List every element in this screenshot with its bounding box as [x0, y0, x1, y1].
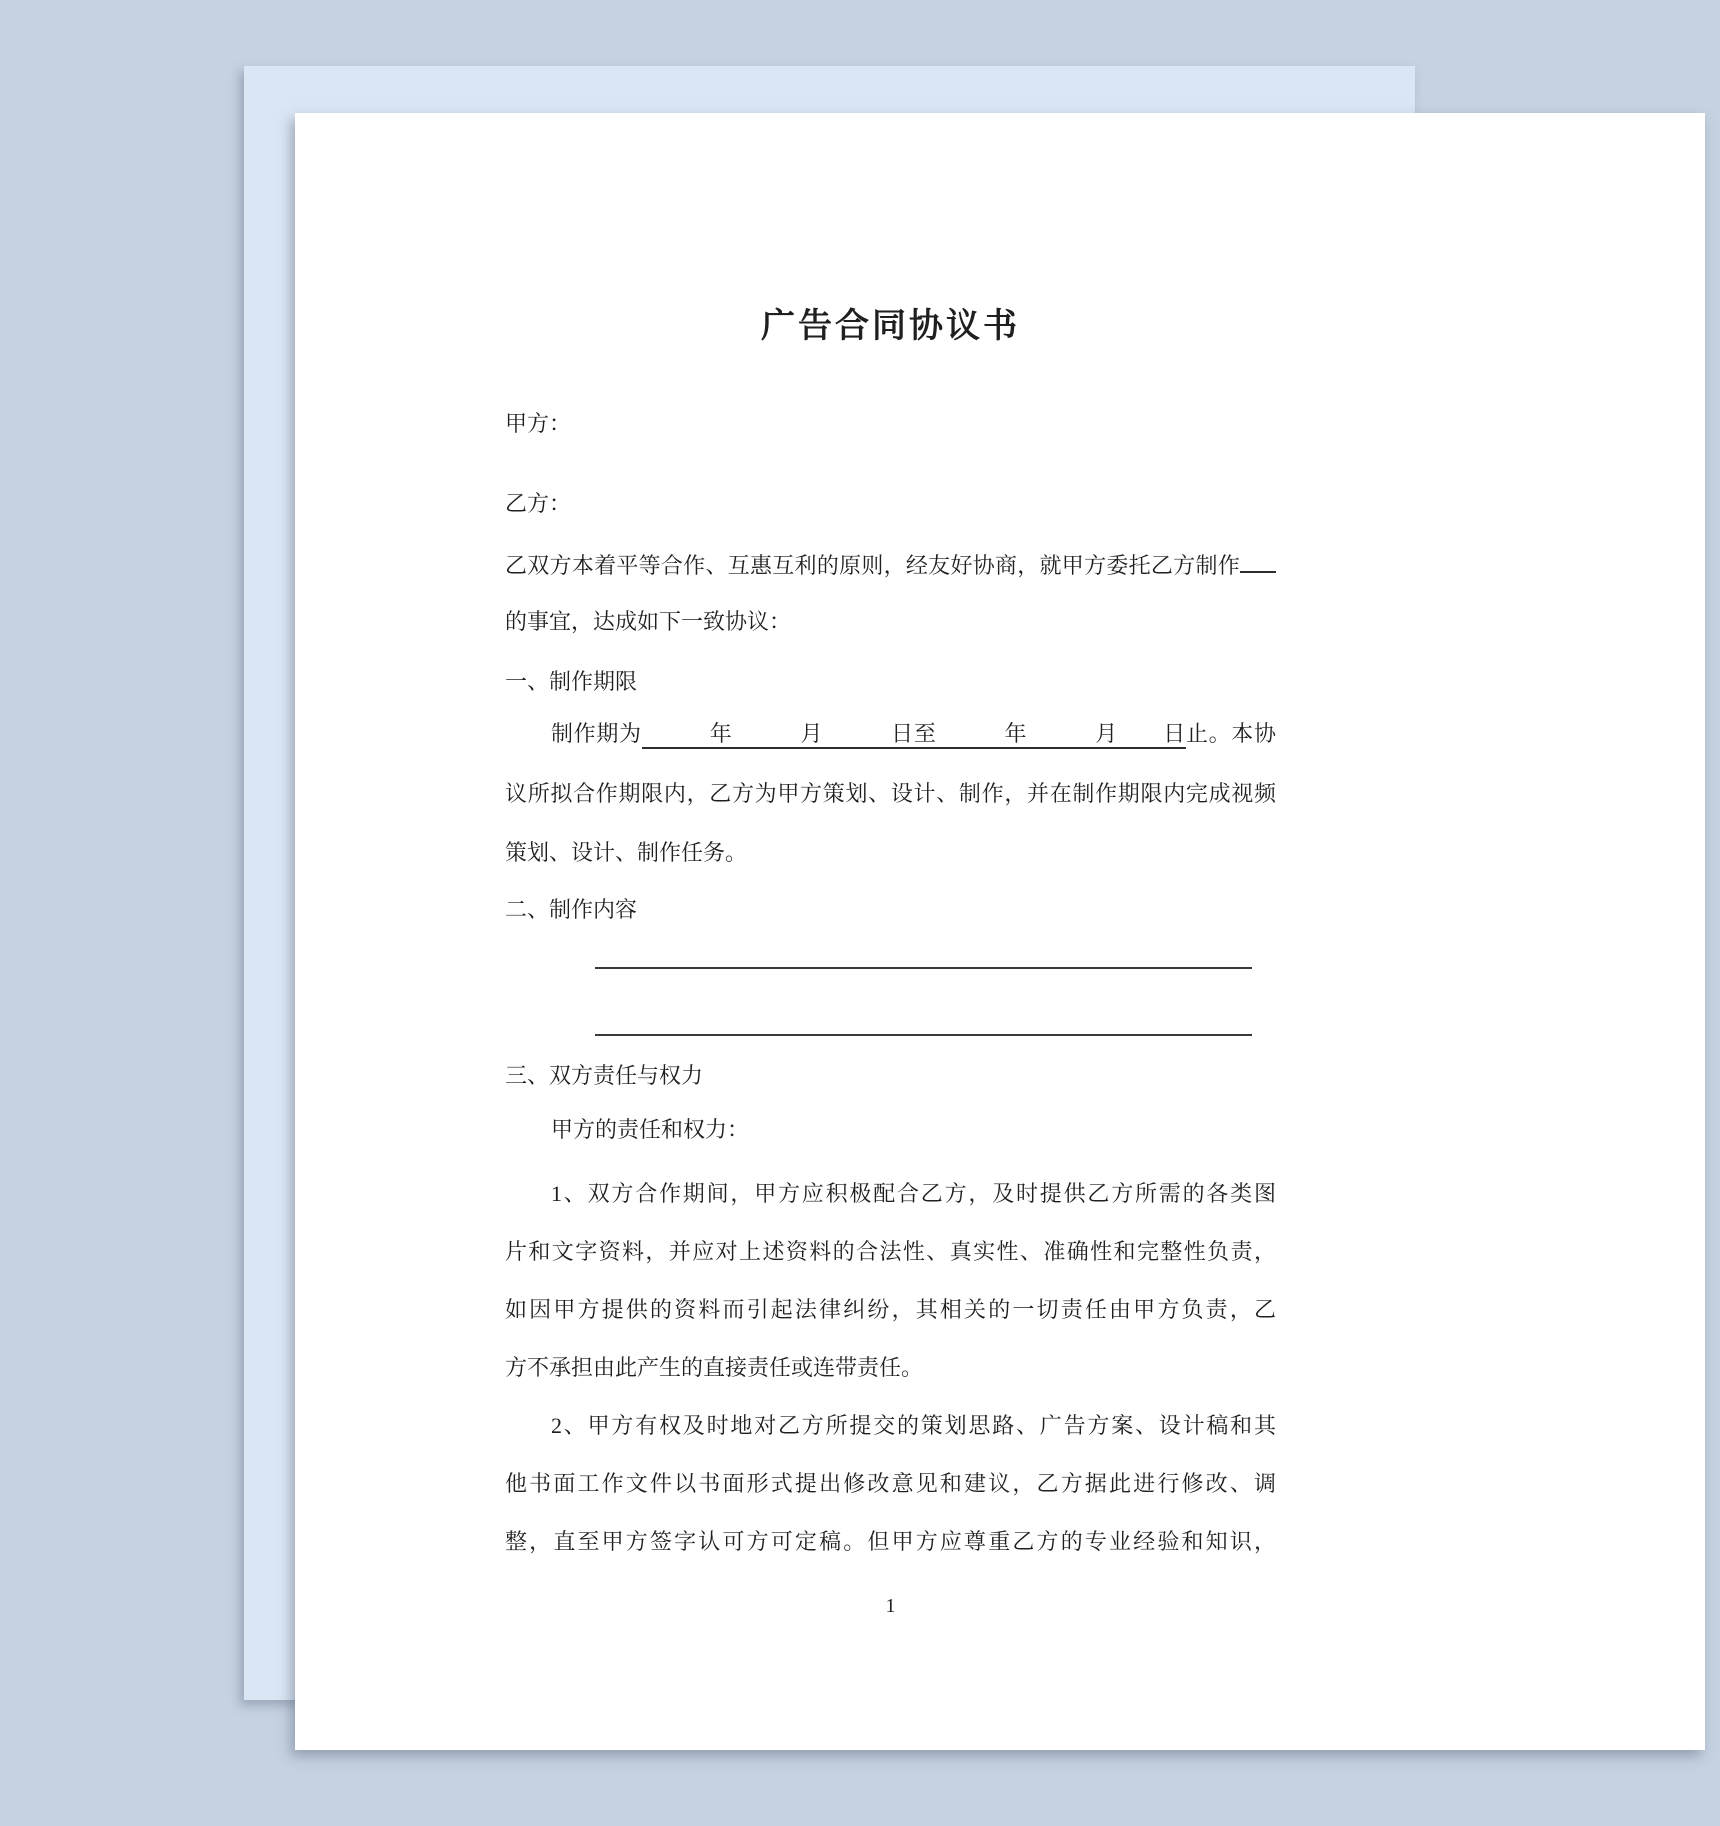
- para-1-line-2: 片和文字资料，并应对上述资料的合法性、真实性、准确性和完整性负责，: [505, 1239, 1276, 1264]
- party-a-label: 甲方：: [505, 411, 572, 436]
- content-blank-line-2: [595, 1034, 1252, 1036]
- document-page: [295, 113, 1705, 1750]
- party-b-label: 乙方：: [505, 491, 572, 516]
- para-2-line-3: 整，直至甲方签字认可方可定稿。但甲方应尊重乙方的专业经验和知识，: [505, 1529, 1276, 1554]
- intro-line-1: [505, 549, 1276, 581]
- section-1-line-3: 策划、设计、制作任务。: [505, 840, 748, 865]
- intro-line-1-text: 乙双方本着平等合作、互惠互利的原则，经友好协商，就甲方委托乙方制作: [505, 553, 1240, 578]
- production-period-suffix: 止。本协: [1185, 721, 1276, 746]
- production-period-line: [505, 719, 1276, 749]
- section-3-heading: 三、双方责任与权力: [505, 1063, 704, 1088]
- section-1-heading: 一、制作期限: [505, 669, 638, 694]
- page-number: 1: [885, 1595, 896, 1617]
- fill-in-blank-line: [1240, 549, 1276, 573]
- content-blank-line-1: [595, 967, 1252, 969]
- section-3-subheading: 甲方的责任和权力：: [551, 1117, 750, 1142]
- section-2-heading: 二、制作内容: [505, 897, 638, 922]
- para-1-line-1: 1、双方合作期间，甲方应积极配合乙方，及时提供乙方所需的各类图: [551, 1181, 1276, 1206]
- intro-line-2: 的事宜，达成如下一致协议：: [505, 609, 792, 634]
- para-1-line-3: 如因甲方提供的资料而引起法律纠纷，其相关的一切责任由甲方负责，乙: [505, 1297, 1276, 1322]
- document-title: 广告合同协议书: [761, 308, 1020, 345]
- date-fill-in-blanks: 年 月 日至 年 月 日: [642, 721, 1186, 749]
- para-2-line-1: 2、甲方有权及时地对乙方所提交的策划思路、广告方案、设计稿和其: [551, 1413, 1276, 1438]
- para-2-line-2: 他书面工作文件以书面形式提出修改意见和建议，乙方据此进行修改、调: [505, 1471, 1276, 1496]
- production-period-prefix: 制作期为: [551, 721, 642, 746]
- para-1-line-4: 方不承担由此产生的直接责任或连带责任。: [505, 1355, 924, 1380]
- section-1-line-2: 议所拟合作期限内，乙方为甲方策划、设计、制作，并在制作期限内完成视频: [505, 781, 1276, 806]
